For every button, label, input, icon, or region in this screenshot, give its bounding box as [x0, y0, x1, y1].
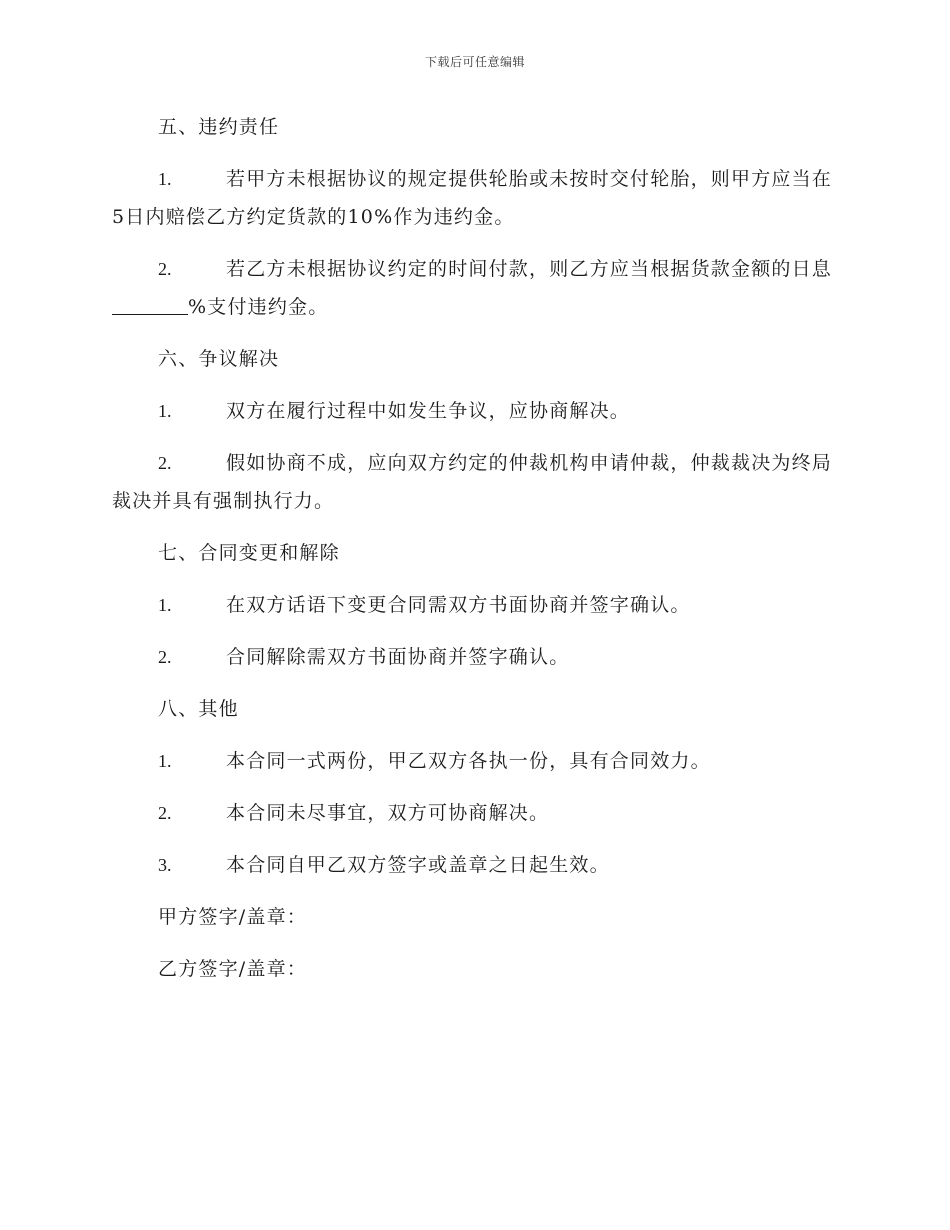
item-number: 1. [158, 401, 172, 421]
item-text: 假如协商不成，应向双方约定的仲裁机构申请仲裁，仲裁裁决为终局裁决并具有强制执行力。 [112, 452, 833, 512]
page-header: 下载后可任意编辑 [424, 55, 525, 69]
item-number: 1. [158, 169, 172, 189]
item-number: 1. [158, 751, 172, 771]
fill-in-blank [112, 294, 188, 315]
section-6-item-1 [112, 392, 834, 430]
item-text: 双方在履行过程中如发生争议，应协商解决。 [226, 400, 631, 422]
section-5-heading: 五、违约责任 [158, 116, 280, 138]
section-5-item-1 [112, 160, 834, 236]
section-8-item-2 [112, 794, 834, 832]
section-5-item-2 [112, 250, 834, 326]
section-7-item-2 [112, 638, 834, 676]
party-b-signature-line: 乙方签字/盖章： [158, 958, 308, 980]
section-8-item-1 [112, 742, 834, 780]
item-text: 在双方话语下变更合同需双方书面协商并签字确认。 [226, 594, 691, 616]
item-text: 合同解除需双方书面协商并签字确认。 [226, 646, 570, 668]
item-text: 本合同自甲乙双方签字或盖章之日起生效。 [226, 854, 610, 876]
item-text: 本合同未尽事宜，双方可协商解决。 [226, 802, 550, 824]
item-text: 若甲方未根据协议的规定提供轮胎或未按时交付轮胎，则甲方应当在5日内赔偿乙方约定货款的10%作为违约金。 [112, 168, 833, 228]
section-6-item-2 [112, 444, 834, 520]
section-8-item-3 [112, 846, 834, 884]
party-a-signature-line: 甲方签字/盖章： [158, 906, 308, 928]
item-text-after-blank: %支付违约金。 [188, 296, 329, 318]
item-number: 2. [158, 803, 172, 823]
contract-body [112, 108, 834, 1002]
item-text-before-blank: 若乙方未根据协议约定的时间付款，则乙方应当根据货款金额的日息 [226, 258, 833, 280]
item-number: 2. [158, 259, 172, 279]
item-number: 1. [158, 595, 172, 615]
item-text: 本合同一式两份，甲乙双方各执一份，具有合同效力。 [226, 750, 711, 772]
section-8-heading: 八、其他 [158, 698, 239, 720]
item-number: 3. [158, 855, 172, 875]
section-6-heading: 六、争议解决 [158, 348, 280, 370]
section-7-item-1 [112, 586, 834, 624]
section-7-heading: 七、合同变更和解除 [158, 542, 340, 564]
item-number: 2. [158, 647, 172, 667]
item-number: 2. [158, 453, 172, 473]
